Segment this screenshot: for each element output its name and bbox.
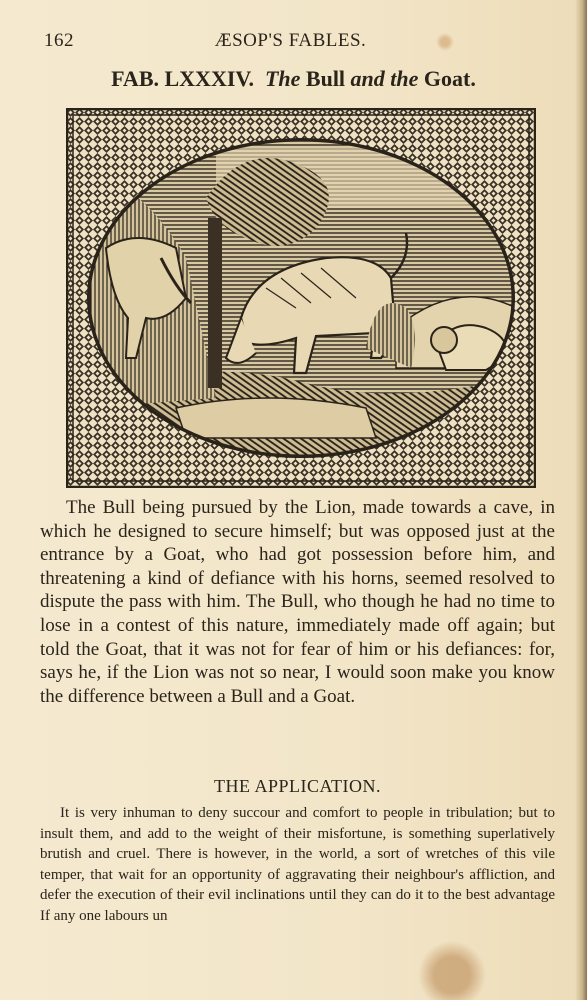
- page-header: [38, 30, 543, 54]
- fable-number: FAB. LXXXIV.: [111, 66, 254, 91]
- woodcut-illustration: [66, 108, 536, 488]
- application-paragraph: It is very inhuman to deny succour and comfort to people in tribulation; but to insult them, and add to the weight of their misfortune, is something superlatively brutish and cruel. There is however, in the world, a sort of wretches of this vile temper, that wait for an opportunity of aggravating their neighbour's affliction, and defer the execution of their evil inclinations until they can do it to the best advantage If any one labours un: [40, 805, 555, 924]
- fable-title: [40, 66, 547, 92]
- fable-title-bull: Bull: [305, 66, 346, 91]
- fable-paragraph: The Bull being pursued by the Lion, made towards a cave, in which he designed to secure himself; but was opposed just at the entrance by a Goat, who had got possession before him, and threatening a kind of defiance with his horns, seemed resolved to dispute the pass with him. The Bull, who though he had no time to lose in a contest of this nature, immediately made off again; but told the Goat, that it was not for fear of him or his defiances: for, says he, if the Lion was not so near, I would soon make you know the difference between a Bull and a Goat.: [40, 497, 555, 707]
- page-edge-shadow: [575, 0, 587, 1000]
- fable-title-the: The: [264, 66, 301, 91]
- application-heading: THE APPLICATION.: [213, 776, 381, 796]
- running-title: ÆSOP'S FABLES.: [214, 30, 367, 51]
- fable-title-the2: the: [390, 66, 419, 91]
- application-body: [40, 803, 555, 927]
- page-number: 162: [44, 30, 74, 51]
- fable-title-and: and: [350, 66, 385, 91]
- fable-title-goat: Goat.: [423, 66, 476, 91]
- fable-body: [40, 496, 555, 708]
